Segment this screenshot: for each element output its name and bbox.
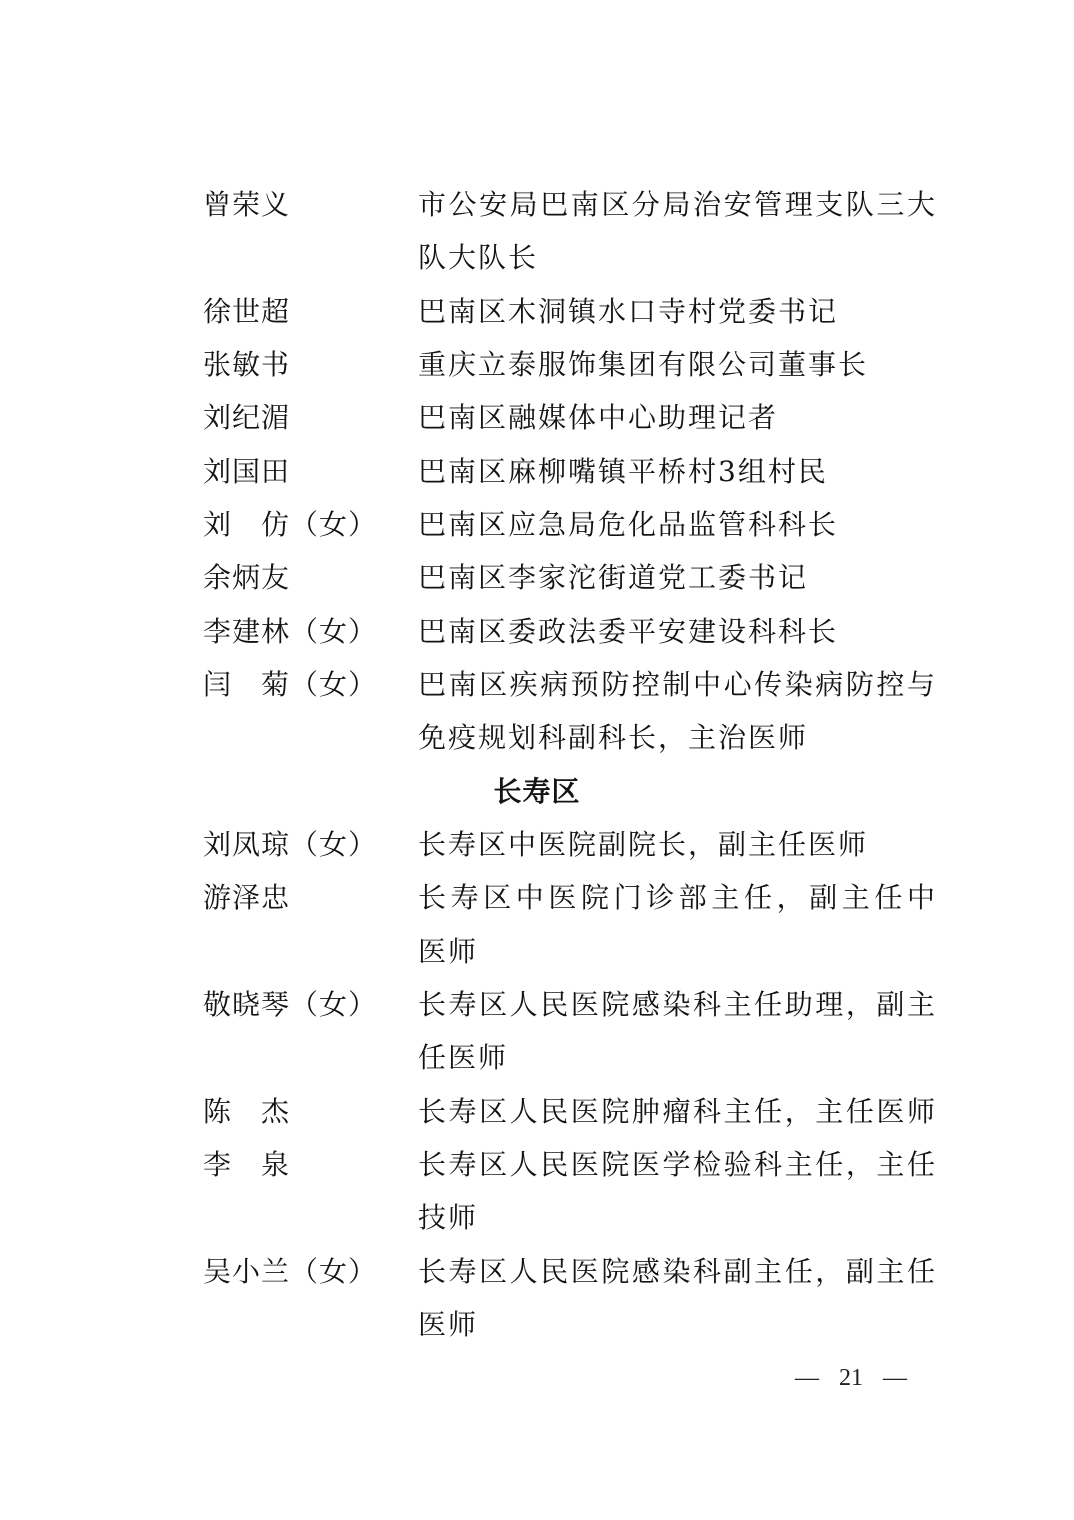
person-name: 陈 杰 <box>203 1094 291 1128</box>
person-name: 李 泉 <box>203 1147 291 1181</box>
position-line: 长寿区中医院门诊部主任，副主任中 <box>418 881 935 915</box>
person-name: 闫 菊（女） <box>203 667 378 701</box>
person-position <box>418 605 935 658</box>
position-line: 重庆立泰服饰集团有限公司董事长 <box>418 347 869 381</box>
position-line: 长寿区人民医院感染科副主任，副主任 <box>418 1254 935 1288</box>
position-line: 巴南区应急局危化品监管科科长 <box>418 507 839 541</box>
position-line: 技师 <box>418 1201 479 1235</box>
person-position <box>418 178 935 285</box>
list-item <box>203 391 935 444</box>
position-line: 市公安局巴南区分局治安管理支队三大 <box>418 188 935 221</box>
position-line: 长寿区人民医院感染科主任助理，副主 <box>418 987 935 1021</box>
position-line: 巴南区委政法委平安建设科科长 <box>418 614 839 648</box>
person-name: 李建林（女） <box>203 614 378 648</box>
list-item <box>203 178 935 285</box>
list-item <box>203 605 935 658</box>
list-item <box>203 818 935 871</box>
person-position <box>418 818 935 871</box>
position-line: 巴南区麻柳嘴镇平桥村3组村民 <box>418 454 828 488</box>
position-line: 巴南区融媒体中心助理记者 <box>418 401 779 435</box>
person-position <box>418 871 935 978</box>
person-name: 吴小兰（女） <box>203 1254 378 1288</box>
position-line: 免疫规划科副科长，主治医师 <box>418 721 809 755</box>
list-item <box>203 871 935 978</box>
person-position <box>418 391 935 444</box>
position-line: 医师 <box>418 934 479 968</box>
roster-content <box>0 178 1074 1351</box>
list-item <box>203 498 935 551</box>
person-position <box>418 1085 935 1138</box>
person-name: 刘纪湄 <box>203 401 291 435</box>
position-line: 任医师 <box>418 1041 509 1075</box>
person-name: 徐世超 <box>203 294 291 328</box>
list-item <box>203 1245 935 1352</box>
person-name: 曾荣义 <box>203 188 291 221</box>
page-number <box>795 1364 907 1392</box>
page-number-dash-left: — <box>795 1365 819 1391</box>
person-name: 刘凤琼（女） <box>203 827 378 861</box>
list-item <box>203 338 935 391</box>
person-name: 刘国田 <box>203 454 291 488</box>
person-position <box>418 551 935 604</box>
list-item <box>203 285 935 338</box>
position-line: 长寿区中医院副院长，副主任医师 <box>418 827 869 861</box>
position-line: 巴南区木洞镇水口寺村党委书记 <box>418 294 839 328</box>
person-position <box>418 285 935 338</box>
person-name: 张敏书 <box>203 347 291 381</box>
person-position <box>418 658 935 765</box>
position-line: 长寿区人民医院医学检验科主任，主任 <box>418 1147 935 1181</box>
person-position <box>418 978 935 1085</box>
list-item <box>203 551 935 604</box>
person-position <box>418 1245 935 1352</box>
list-item <box>203 1085 935 1138</box>
person-position <box>418 1138 935 1245</box>
person-name: 余炳友 <box>203 561 291 595</box>
person-position <box>418 445 935 498</box>
person-position <box>418 338 935 391</box>
list-item <box>203 978 935 1085</box>
position-line: 巴南区疾病预防控制中心传染病防控与 <box>418 667 935 701</box>
list-item <box>203 658 935 765</box>
position-line: 长寿区人民医院肿瘤科主任，主任医师 <box>418 1094 935 1128</box>
person-name: 刘 仿（女） <box>203 507 378 541</box>
position-line: 队大队长 <box>418 241 539 275</box>
section-heading: 长寿区 <box>493 774 581 808</box>
page-number-dash-right: — <box>883 1365 907 1391</box>
position-line: 巴南区李家沱街道党工委书记 <box>418 561 809 595</box>
page-number-value: 21 <box>839 1365 863 1391</box>
list-item <box>203 445 935 498</box>
person-name: 游泽忠 <box>203 881 291 915</box>
person-position <box>418 498 935 551</box>
position-line: 医师 <box>418 1307 479 1341</box>
person-name: 敬晓琴（女） <box>203 987 378 1021</box>
list-item <box>203 1138 935 1245</box>
